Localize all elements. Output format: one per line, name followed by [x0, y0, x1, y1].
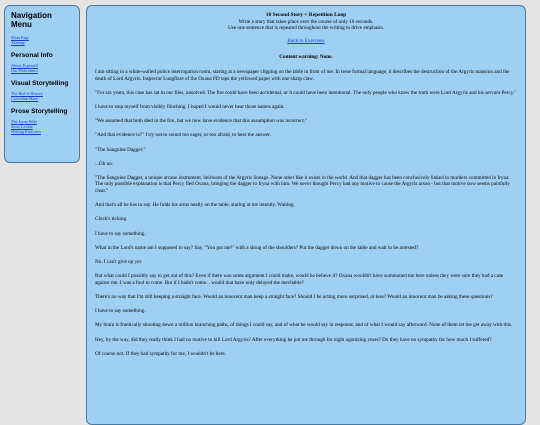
nav-link-red-is-history[interactable]: The Red Is History	[11, 91, 43, 96]
nav-link-about-espentell[interactable]: About Espentell	[11, 63, 39, 68]
story-paragraph: Hey, by the way, did they really think I had no motive to kill Lord Argyris? After everything he put me through for eight agonizing years? Do they have no sympathy for how much I suffered?	[95, 336, 492, 343]
nav-link-story-lockie[interactable]: Story Lockie	[11, 124, 33, 129]
nav-link-writing-exercises[interactable]: Writing Exercises	[11, 129, 41, 134]
section-heading-visual-storytelling: Visual Storytelling	[11, 80, 69, 87]
page-title: 10 Second Story + Repetition Loop	[265, 12, 347, 18]
story-paragraph: Of course not. If they had sympathy for me, I wouldn't be here.	[95, 350, 227, 357]
story-text	[95, 69, 517, 357]
story-paragraph: I am sitting in a white-walled police interrogation room, staring at a newspaper clipping on the table in front of me. In terse formal language, it describes the destruction of the Argyris mansion and the death of Lord Argyris. Inspector Lungflare of the Oxana PD taps the yellowed paper with one sharp claw.	[95, 68, 510, 82]
story-paragraph: ...Oh no.	[95, 160, 114, 167]
story-paragraph: I have to say something.	[95, 308, 146, 315]
main-content	[86, 5, 526, 425]
exercise-header	[95, 12, 517, 44]
section-heading-prose-storytelling: Prose Storytelling	[11, 108, 68, 115]
story-paragraph: My brain is frantically shooting down a million branching paths, of things I could say, and of what he would say in response, and of what I would say afterward. None of them let me get away with this.	[95, 322, 513, 329]
story-paragraph: Clock's ticking.	[95, 216, 128, 223]
content-warning: Content warning: None.	[279, 54, 333, 61]
story-paragraph: "And that evidence is?" I try not to sound too eager, or too afraid, to hear the answer.	[95, 132, 272, 139]
sidebar-title: Navigation Menu	[11, 11, 52, 29]
story-paragraph: There's no way that I'm still keeping a straight face. Would an innocent man keep a straight face? Should I be acting more surprised, or less? Would an innocent man be asking these questions?	[95, 293, 493, 300]
back-to-exercises-link[interactable]: Back to Exercises	[287, 37, 325, 44]
story-paragraph: "The Sanguine Dagger."	[95, 146, 146, 153]
story-paragraph: "We assumed that both died in the fire, but we now have evidence that this assumption was incorrect."	[95, 118, 308, 125]
story-paragraph: I have to stop myself from visibly flinching. I hoped I would never hear those names again.	[95, 103, 285, 110]
story-paragraph: "For six years, this case has sat in our files, unsolved. The fire could have been accidental, or it could have been intentional. The only people who knew the truth were Lord Argyris and his servant Percy."	[95, 89, 517, 96]
nav-link-our-webcomics[interactable]: Our Webcomics	[11, 68, 38, 73]
story-paragraph: What in the Lord's name am I supposed to say? Say, "You got me!" with a shrug of the shoulders? Put the dagger down on the table and wait to be arrested?	[95, 244, 419, 251]
story-paragraph: I have to say something.	[95, 230, 146, 237]
story-paragraph: But what could I possibly say to get out of this? Even if there was some argument I could make, would he believe it? Oxana wouldn't have summoned me here unless they were sure they had a case against me. I was a fool to come. But if I hadn't come... would that have only delayed the inevitable?	[95, 273, 504, 286]
nav-link-corvidian-maze[interactable]: Corvidian Maze	[11, 96, 39, 101]
section-heading-personal-info: Personal Info	[11, 52, 53, 59]
story-paragraph: No. I can't give up yet.	[95, 259, 143, 265]
instruction-line: Use one sentence that is repeated throughout the writing to drive emphasis.	[228, 25, 384, 32]
story-paragraph: And that's all he has to say. He folds his arms neatly on the table, staring at me intently. Waiting.	[95, 202, 295, 209]
story-paragraph: "The Sanguine Dagger, a unique arcane instrument, heirloom of the Argyris lineage. None other like it exists in the world. And that dagger has been conclusively linked to murders committed in Iryna. The only possible explanation is that Percy fled Oxana, bringing the dagger to Iryna with him. We never thought Percy had any motive to cause the Argyris arson - but that motive now seems painfully clear."	[95, 174, 510, 195]
nav-link-main-page[interactable]: Main Page	[11, 35, 30, 40]
nav-link-irynn-wiki[interactable]: The Irynn Wiki	[11, 119, 37, 124]
nav-link-sitemap[interactable]: Sitemap	[11, 40, 25, 45]
navigation-sidebar	[4, 5, 80, 163]
instruction-line: Write a story that takes place over the course of only 10 seconds.	[238, 18, 374, 25]
